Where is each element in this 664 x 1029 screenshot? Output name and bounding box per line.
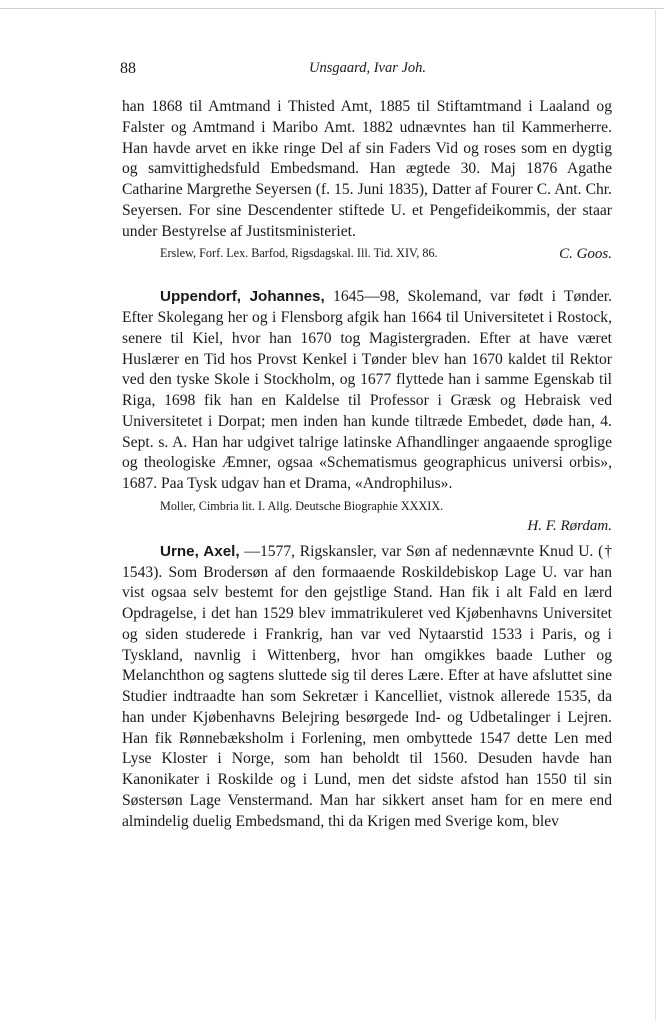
entry-body-text: —1577, Rigskansler, var Søn af nedennævnte Knud U. († 1543). Som Brodersøn af den formaaende Roskildebiskop Lage U. var han vist ogsaa selv bestemt for den gejstlige Stand. Han fik i alt Fald en lærd Opdragelse, i det han 1529 blev immatrikuleret ved Kjøbenhavns Universitet og siden studerede i Frankrig, han var ved Nytaarstid 1533 i Paris, og i Tyskland, navnlig i Wittenberg, hvor han omgikkes baade Luther og Melanchthon og sagtens sluttede sig til deres Lære. Efter at have afsluttet sine Studier indtraadte han som Sekretær i Kancelliet, vistnok allerede 1535, da han under Kjøbenhavns Belejring besørgede Ind- og Udbetalinger i Lejren. Han fik Rønnebæksholm i Forlening, men ombyttede 1547 dette Len med Lyse Kloster i Norge, som han beholdt til 1560. Desuden havde han Kanonikater i Roskilde og i Lund, men det sidste afstod han 1550 til sin Søstersøn Lage Venstermand. Man har sikkert anset ham for en mere end almindelig duelig Embedsmand, thi da Krigen med Sverige kom, blev [122,542,613,830]
section-gap [122,263,612,287]
right-scan-edge [655,10,656,1020]
entry-heading-name: Urne, Axel, [160,542,240,560]
entry-uppendorf-signature-line [122,516,612,536]
entry-urne [122,542,612,833]
page-number: 88 [120,60,136,77]
references-text: Erslew, Forf. Lex. Barfod, Rigsdagskal. Ill. Tid. XIV, 86. [160,246,438,261]
entry-heading-name: Uppendorf, Johannes, [160,288,325,306]
references-text: Moller, Cimbria lit. I. Allg. Deutsche Biographie XXXIX. [160,498,444,513]
top-scan-edge [0,8,664,9]
entry-uppendorf [122,287,612,495]
author-signature: H. F. Rørdam. [527,517,612,534]
entry-uppendorf-references [122,496,612,516]
page-body [122,97,612,832]
entry-unsgaard-references [122,243,612,263]
entry-body-text: 1645—98, Skolemand, var født i Tønder. Efter Skolegang her og i Flensborg afgik han 1664 til Universitetet i Rostock, senere til Kiel, hvor han 1670 tog Magistergraden. Efter at have været Huslærer en Tid hos Provst Kenkel i Tønder blev han 1670 kaldet til Rektor ved den tyske Skole i Stockholm, og 1677 flyttede han i samme Egenskab til Riga, 1698 fik han en Kaldelse til Professor i Græsk og Hebraisk ved Universitetet i Dorpat; men inden han kunde tiltræde Embedet, døde han, 4. Sept. s. A. Han har udgivet talrige latinske Afhandlinger angaaende sproglige og theologiske Æmner, ogsaa «Schematismus geographicus universi orbis», 1687. Paa Tysk udgav han et Drama, «Androphilus». [122,288,612,492]
entry-unsgaard-continuation: han 1868 til Amtmand i Thisted Amt, 1885 til Stiftamtmand i Laaland og Falster og Amtmand i Maribo Amt. 1882 udnævntes han til Kammerherre. Han havde arvet en ikke ringe Del af sin Faders Vid og roses som en dygtig og samvittighedsfuld Embedsmand. Han ægtede 30. Maj 1876 Agathe Catharine Margrethe Seyersen (f. 15. Juni 1835), Datter af Fourer C. Ant. Chr. Seyersen. For sine Descendenter stiftede U. et Pengefideikommis, der staar under Bestyrelse af Justitsministeriet. [122,98,612,240]
running-title: Unsgaard, Ivar Joh. [308,60,427,76]
author-signature: C. Goos. [559,246,612,263]
page-header [120,60,615,82]
